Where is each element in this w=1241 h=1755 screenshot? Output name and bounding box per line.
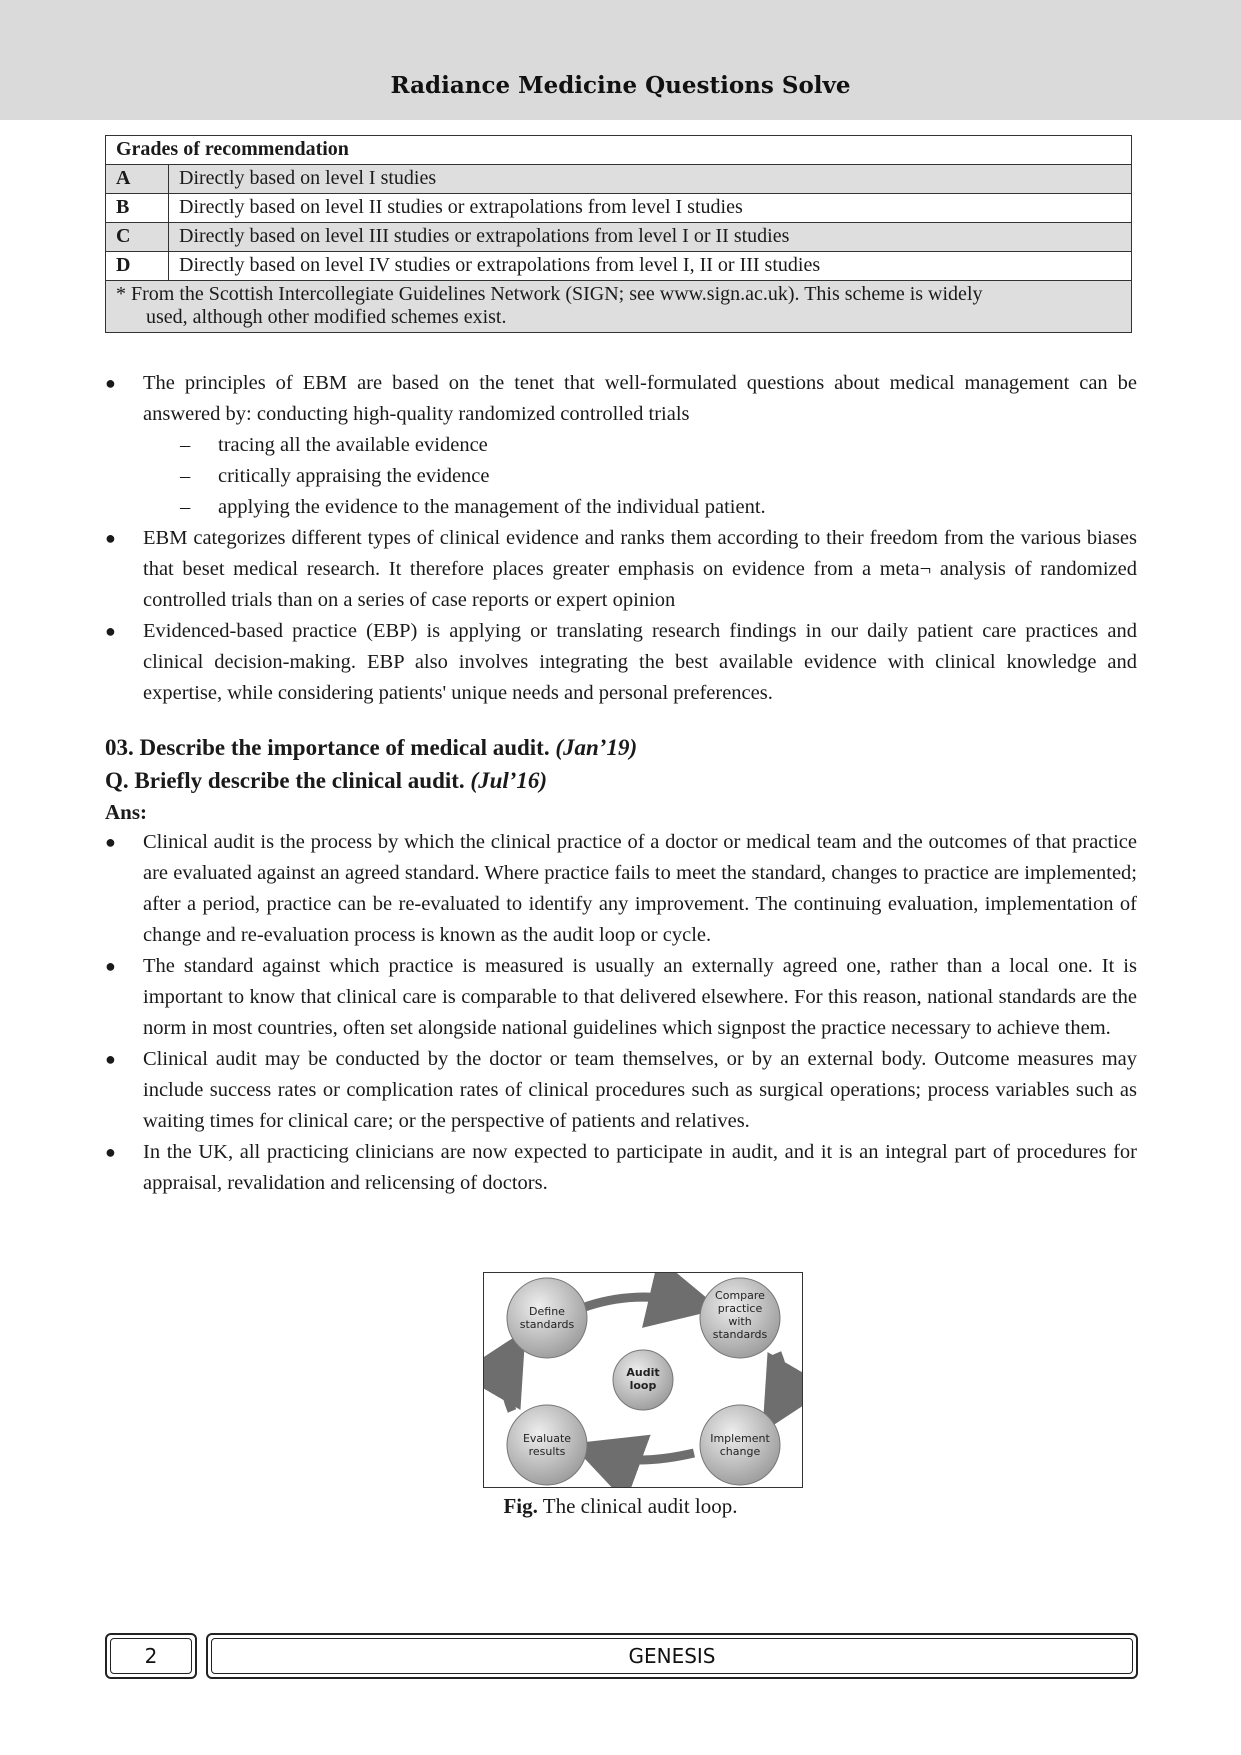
sub-text: applying the evidence to the management of the individual patient. [218, 496, 766, 518]
question-heading [105, 731, 1137, 764]
bullet-text: Evidenced-based practice (EBP) is applying or translating research findings in our daily patient care practices and clinical decision-making. EBP also involves integrating the best available evidence with clinical knowledge and expertise, while considering patients' unique needs and personal preferences. [143, 620, 1137, 704]
list-item [105, 951, 1137, 1044]
dash-icon: – [180, 496, 191, 518]
bullet-icon: ● [105, 528, 116, 548]
sub-text: tracing all the available evidence [218, 434, 488, 456]
table-row [106, 165, 1132, 194]
table-row [106, 223, 1132, 252]
arrow-left [505, 1353, 512, 1411]
sub-list-item [105, 492, 1137, 523]
question-text: Q. Briefly describe the clinical audit. [105, 768, 465, 793]
page-header [0, 0, 1241, 120]
bullet-icon: ● [105, 373, 116, 393]
node-label: standards [519, 1318, 575, 1331]
node-evaluate-results [507, 1405, 587, 1485]
question-date: (Jul’16) [470, 768, 548, 793]
audit-loop-diagram [484, 1273, 802, 1487]
bullet-icon: ● [105, 1142, 116, 1162]
node-label: practice [717, 1302, 763, 1315]
sub-text: critically appraising the evidence [218, 465, 490, 487]
header-title: Radiance Medicine Questions Solve [390, 72, 851, 99]
sub-list-item [105, 461, 1137, 492]
grade-cell: D [106, 252, 169, 281]
bullet-icon: ● [105, 621, 116, 641]
grade-cell: B [106, 194, 169, 223]
table-row [106, 194, 1132, 223]
list-item [105, 1137, 1137, 1199]
bullet-text: Clinical audit may be conducted by the doctor or team themselves, or by an external body. Outcome measures may include success rates or complication rates of clinical procedures such as surgical operations; process variables such as waiting times for clinical care; or the perspective of patients and relatives. [143, 1048, 1137, 1132]
node-label: Compare [715, 1289, 765, 1302]
main-content [105, 368, 1137, 1199]
node-label: Audit [626, 1366, 660, 1379]
question-heading [105, 764, 1137, 797]
question-date: (Jan’19) [555, 735, 638, 760]
grade-cell: C [106, 223, 169, 252]
list-item [105, 368, 1137, 430]
grade-cell: A [106, 165, 169, 194]
arrow-top [582, 1297, 694, 1308]
question-text: 03. Describe the importance of medical audit. [105, 735, 550, 760]
page-number-box [105, 1633, 197, 1679]
table-note-row [106, 281, 1132, 333]
node-label: Define [529, 1305, 565, 1318]
node-define-standards [507, 1278, 587, 1358]
grade-desc: Directly based on level IV studies or extrapolations from level I, II or III studies [169, 252, 1132, 281]
arrow-bottom [596, 1453, 694, 1460]
sub-list-item [105, 430, 1137, 461]
dash-icon: – [180, 465, 191, 487]
node-label: loop [629, 1379, 657, 1392]
table-row [106, 252, 1132, 281]
list-item [105, 1044, 1137, 1137]
node-label: Implement [710, 1432, 770, 1445]
grade-desc: Directly based on level II studies or extrapolations from level I studies [169, 194, 1132, 223]
bullet-text: In the UK, all practicing clinicians are now expected to participate in audit, and it is an integral part of procedures for appraisal, revalidation and relicensing of doctors. [143, 1141, 1137, 1194]
node-label: Evaluate [522, 1432, 572, 1445]
answer-label: Ans: [105, 800, 148, 824]
list-item [105, 616, 1137, 709]
arrow-right [776, 1353, 783, 1409]
table-note-line1: * From the Scottish Intercollegiate Guidelines Network (SIGN; see www.sign.ac.uk). This scheme is widely [116, 283, 983, 305]
grade-desc: Directly based on level I studies [169, 165, 1132, 194]
footer-name: GENESIS [628, 1644, 716, 1668]
bullet-icon: ● [105, 832, 116, 852]
list-item [105, 827, 1137, 951]
node-audit-loop [613, 1350, 673, 1410]
node-label: results [528, 1445, 566, 1458]
grades-table [105, 135, 1132, 333]
figure-caption [0, 1494, 1241, 1519]
caption-text: The clinical audit loop. [537, 1494, 738, 1518]
bullet-text: Clinical audit is the process by which the clinical practice of a doctor or medical team and the outcomes of that practice are evaluated against an agreed standard. Where practice fails to meet the standard, changes to practice are implemented; after a period, practice can be re-evaluated to identify any improvement. The continuing evaluation, implementation of change and re-evaluation process is known as the audit loop or cycle. [143, 831, 1137, 946]
table-heading: Grades of recommendation [106, 136, 1132, 165]
grade-desc: Directly based on level III studies or extrapolations from level I or II studies [169, 223, 1132, 252]
node-label: with [728, 1315, 752, 1328]
list-item [105, 523, 1137, 616]
footer-name-box [206, 1633, 1138, 1679]
bullet-icon: ● [105, 956, 116, 976]
table-note [106, 281, 1132, 333]
page-number: 2 [144, 1644, 158, 1668]
dash-icon: – [180, 434, 191, 456]
bullet-text: The principles of EBM are based on the tenet that well-formulated questions about medical management can be answered by: conducting high-quality randomized controlled trials [143, 372, 1137, 425]
node-compare-practice [700, 1278, 780, 1358]
audit-loop-figure [483, 1272, 803, 1488]
bullet-text: The standard against which practice is measured is usually an externally agreed one, rather than a local one. It is important to know that clinical care is comparable to that delivered elsewhere. For this reason, national standards are the norm in most countries, often set alongside national guidelines which signpost the practice necessary to achieve them. [143, 955, 1137, 1039]
node-label: change [719, 1445, 761, 1458]
caption-label: Fig. [503, 1494, 538, 1518]
node-implement-change [700, 1405, 780, 1485]
bullet-text: EBM categorizes different types of clinical evidence and ranks them according to their freedom from the various biases that beset medical research. It therefore places greater emphasis on evidence from a meta¬ analysis of randomized controlled trials than on a series of case reports or expert opinion [143, 527, 1137, 611]
table-note-line2: used, although other modified schemes exist. [146, 306, 507, 328]
bullet-icon: ● [105, 1049, 116, 1069]
node-label: standards [712, 1328, 768, 1341]
